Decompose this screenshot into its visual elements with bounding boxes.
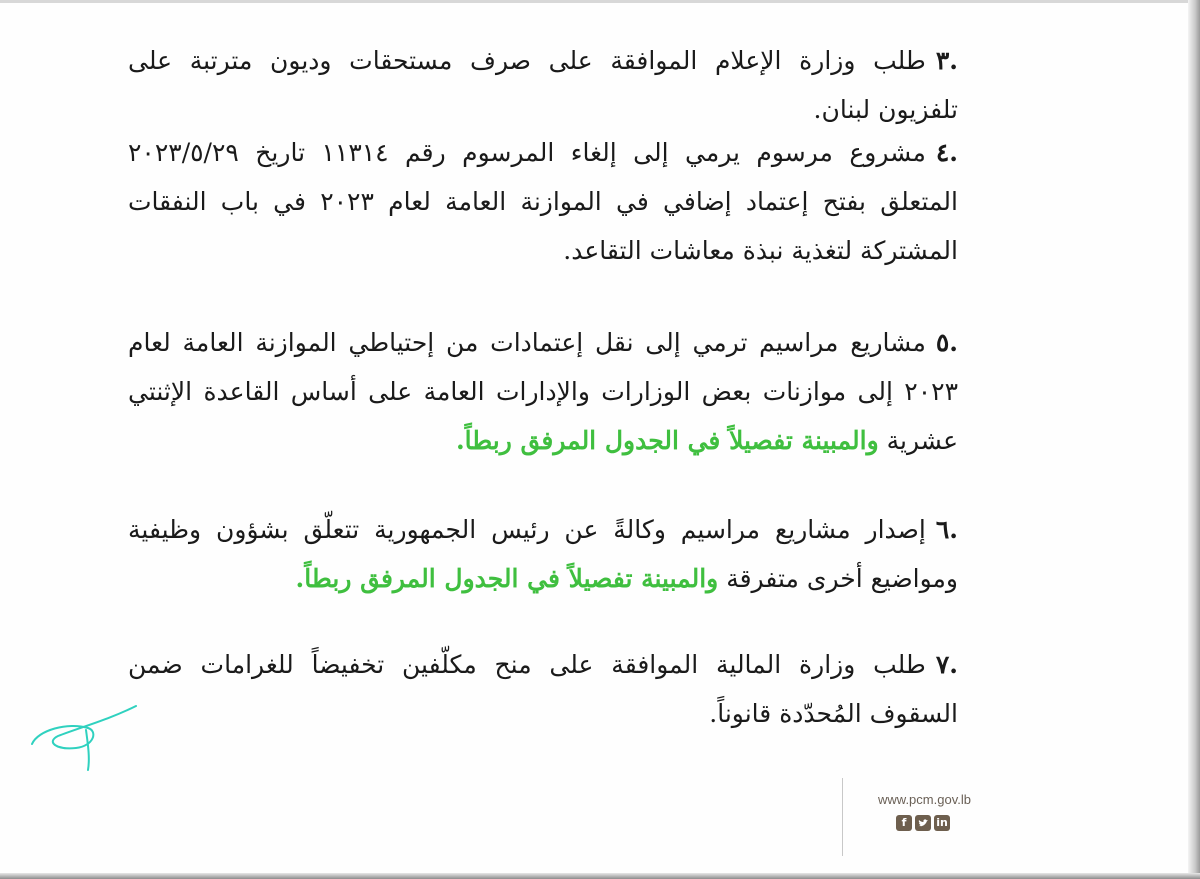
item-highlight: والمبينة تفصيلاً في الجدول المرفق ربطاً. xyxy=(455,426,879,455)
item-number: .٧ xyxy=(935,650,958,679)
footer-divider xyxy=(842,778,843,856)
agenda-item-5 xyxy=(128,318,958,465)
website-link[interactable]: www.pcm.gov.lb xyxy=(878,792,971,807)
item-text: مشاريع مراسيم ترمي إلى نقل إعتمادات من إحتياطي الموازنة العامة لعام ٢٠٢٣ إلى موازنات بعض الوزارات والإدارات العامة على أساس القاعدة الإثنتي عشرية xyxy=(128,328,958,455)
agenda-item-4 xyxy=(128,128,958,275)
social-icons xyxy=(896,815,950,831)
item-text: طلب وزارة المالية الموافقة على منح مكلّفين تخفيضاً للغرامات ضمن السقوف المُحدّدة قانوناً. xyxy=(128,650,958,728)
item-number: .٤ xyxy=(935,138,959,167)
scan-edge-right xyxy=(1188,0,1200,879)
item-text: مشروع مرسوم يرمي إلى إلغاء المرسوم رقم ١١٣١٤ تاريخ ٢٠٢٣/٥/٢٩ المتعلق بفتح إعتماد إضافي في الموازنة العامة لعام ٢٠٢٣ في باب النفقات المشتركة لتغذية نبذة معاشات التقاعد. xyxy=(128,138,958,265)
item-number: .٣ xyxy=(935,46,958,75)
agenda-item-6 xyxy=(128,505,958,603)
facebook-icon[interactable]: f xyxy=(896,815,912,831)
item-highlight: والمبينة تفصيلاً في الجدول المرفق ربطاً. xyxy=(295,564,719,593)
twitter-icon[interactable] xyxy=(915,815,931,831)
item-number: .٦ xyxy=(935,515,958,544)
signature-mark xyxy=(28,700,148,780)
agenda-item-7 xyxy=(128,640,958,738)
agenda-item-3 xyxy=(128,36,958,134)
scan-edge-bottom xyxy=(0,873,1200,879)
scan-edge-top xyxy=(0,0,1200,3)
item-text: إصدار مشاريع مراسيم وكالةً عن رئيس الجمهورية تتعلّق بشؤون وظيفية ومواضيع أخرى متفرقة xyxy=(128,515,958,593)
item-text: طلب وزارة الإعلام الموافقة على صرف مستحقات وديون مترتبة على تلفزيون لبنان. xyxy=(128,46,958,124)
item-number: .٥ xyxy=(935,328,958,357)
linkedin-icon[interactable]: in xyxy=(934,815,950,831)
